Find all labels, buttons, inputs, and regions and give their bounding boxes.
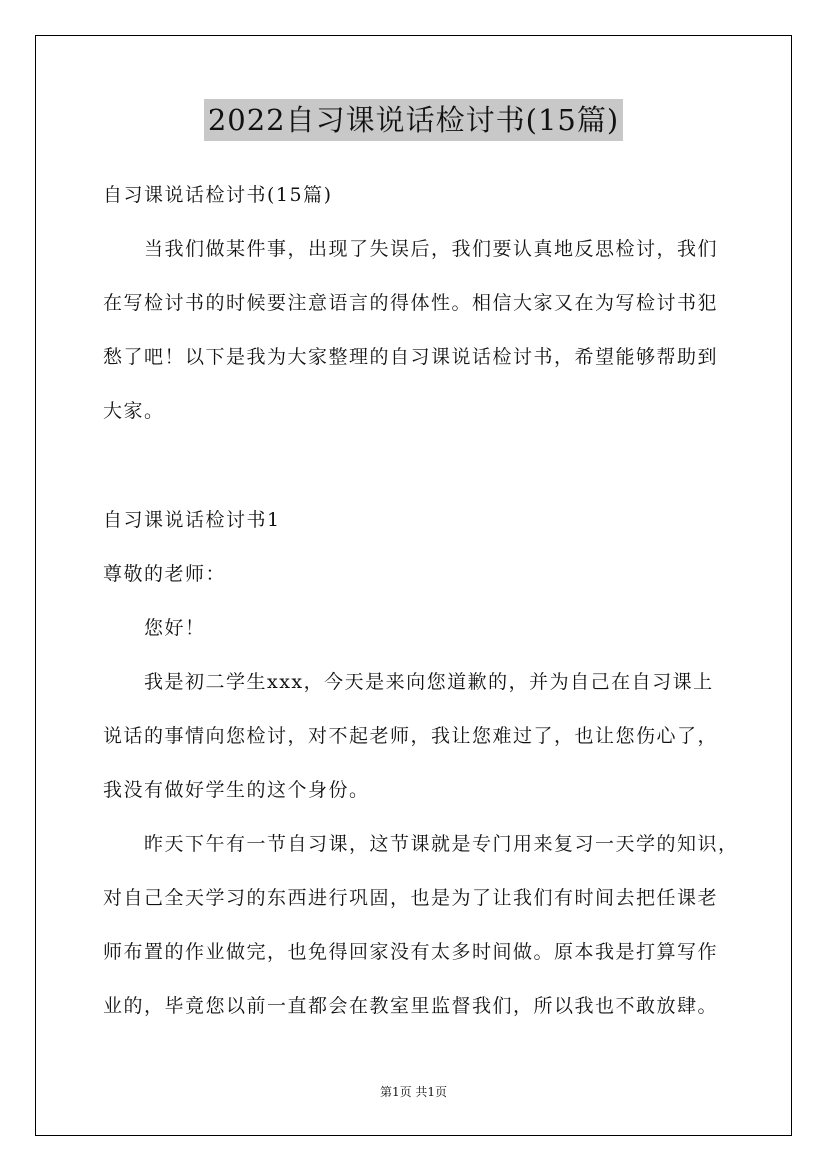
salutation: 尊敬的老师： <box>103 563 227 585</box>
title-container <box>0 99 827 141</box>
intro-line: 大家。 <box>103 400 165 422</box>
paragraph-line: 业的，毕竟您以前一直都会在教室里监督我们，所以我也不敢放肆。 <box>103 995 719 1017</box>
document-subtitle: 自习课说话检讨书(15篇) <box>103 184 333 206</box>
paragraph-line: 对自己全天学习的东西进行巩固，也是为了让我们有时间去把任课老 <box>103 887 719 909</box>
intro-line: 愁了吧！以下是我为大家整理的自习课说话检讨书，希望能够帮助到 <box>103 346 719 368</box>
intro-line: 当我们做某件事，出现了失误后，我们要认真地反思检讨，我们 <box>144 238 719 260</box>
document-title: 2022自习课说话检讨书(15篇) <box>204 99 623 141</box>
paragraph-line: 我没有做好学生的这个身份。 <box>103 779 370 801</box>
paragraph-line: 昨天下午有一节自习课，这节课就是专门用来复习一天学的知识， <box>144 833 739 855</box>
intro-line: 在写检讨书的时候要注意语言的得体性。相信大家又在为写检讨书犯 <box>103 292 719 314</box>
paragraph-line: 师布置的作业做完，也免得回家没有太多时间做。原本我是打算写作 <box>103 941 719 963</box>
paragraph-line: 说话的事情向您检讨，对不起老师，我让您难过了，也让您伤心了， <box>103 725 719 747</box>
section-heading: 自习课说话检讨书1 <box>103 509 281 531</box>
greeting: 您好！ <box>144 617 206 639</box>
page-number: 第1页 共1页 <box>379 1085 448 1099</box>
paragraph-line: 我是初二学生xxx，今天是来向您道歉的，并为自己在自习课上 <box>144 671 714 693</box>
